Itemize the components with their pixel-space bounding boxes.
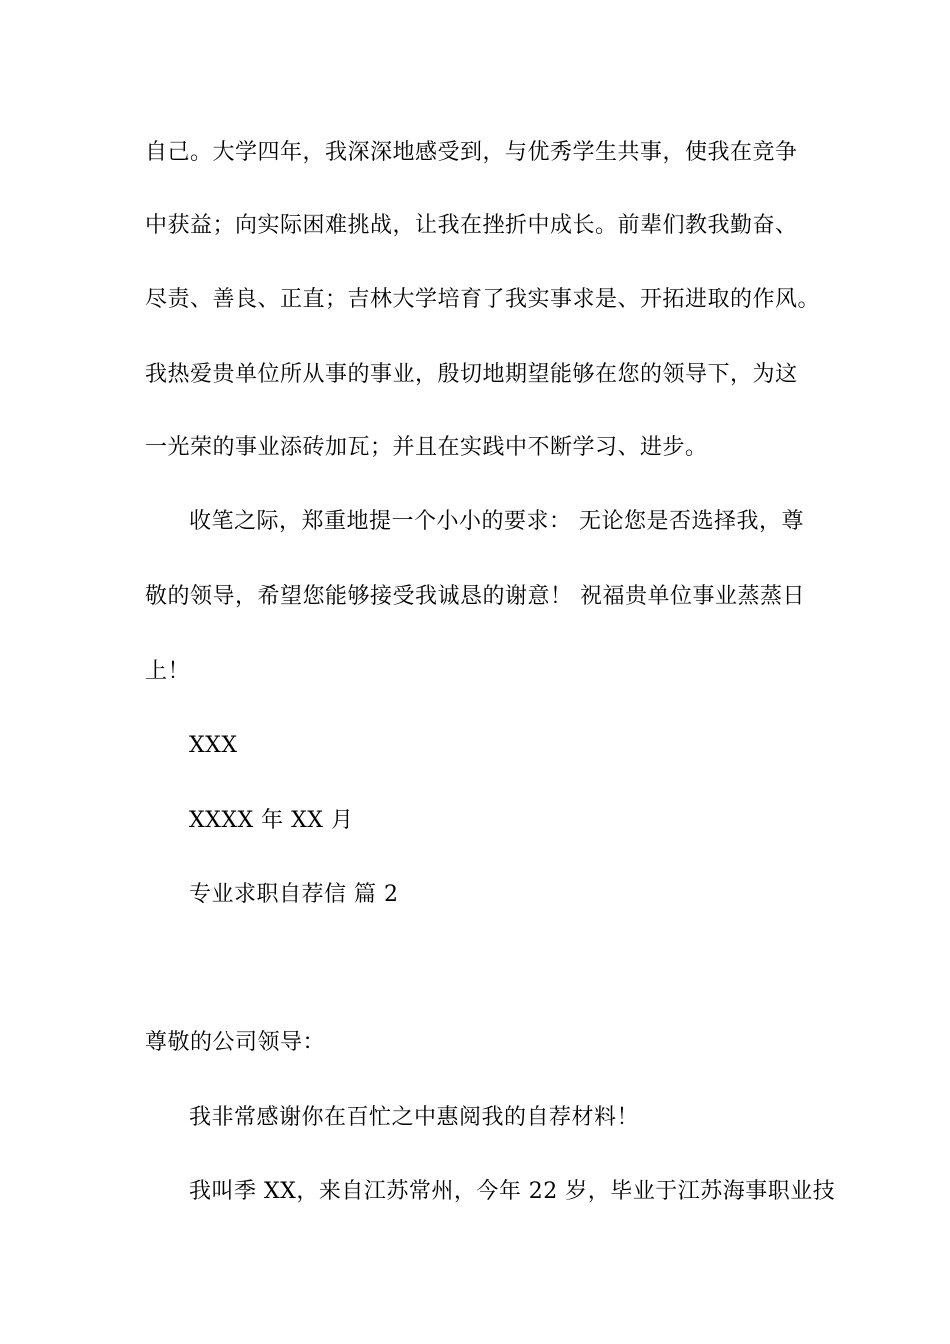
signature-name: XXX <box>189 733 238 758</box>
salutation: 尊敬的公司领导： <box>145 1030 326 1055</box>
paragraph-line: 一光荣的事业添砖加瓦；并且在实践中不断学习、进步。 <box>145 435 708 460</box>
signature-date: XXXX 年 XX 月 <box>189 808 354 833</box>
paragraph-line: 尽责、善良、正直；吉林大学培育了我实事求是、开拓进取的作风。 <box>145 287 821 312</box>
paragraph-line: 收笔之际，郑重地提一个小小的要求： 无论您是否选择我，尊 <box>189 509 804 534</box>
paragraph-line: 上！ <box>145 659 191 684</box>
paragraph-line: 我叫季 XX，来自江苏常州，今年 22 岁，毕业于江苏海事职业技 <box>189 1179 836 1204</box>
section-heading: 专业求职自荐信 篇 2 <box>189 882 399 907</box>
paragraph-line: 敬的领导，希望您能够接受我诚恳的谢意！ 祝福贵单位事业蒸蒸日 <box>145 584 805 609</box>
paragraph-line: 我热爱贵单位所从事的事业，殷切地期望能够在您的领导下，为这 <box>145 362 798 387</box>
paragraph-line: 我非常感谢你在百忙之中惠阅我的自荐材料！ <box>189 1105 640 1130</box>
paragraph-line: 自己。大学四年，我深深地感受到，与优秀学生共事，使我在竞争 <box>145 140 798 165</box>
paragraph-line: 中获益；向实际困难挑战，让我在挫折中成长。前辈们教我勤奋、 <box>145 213 798 238</box>
